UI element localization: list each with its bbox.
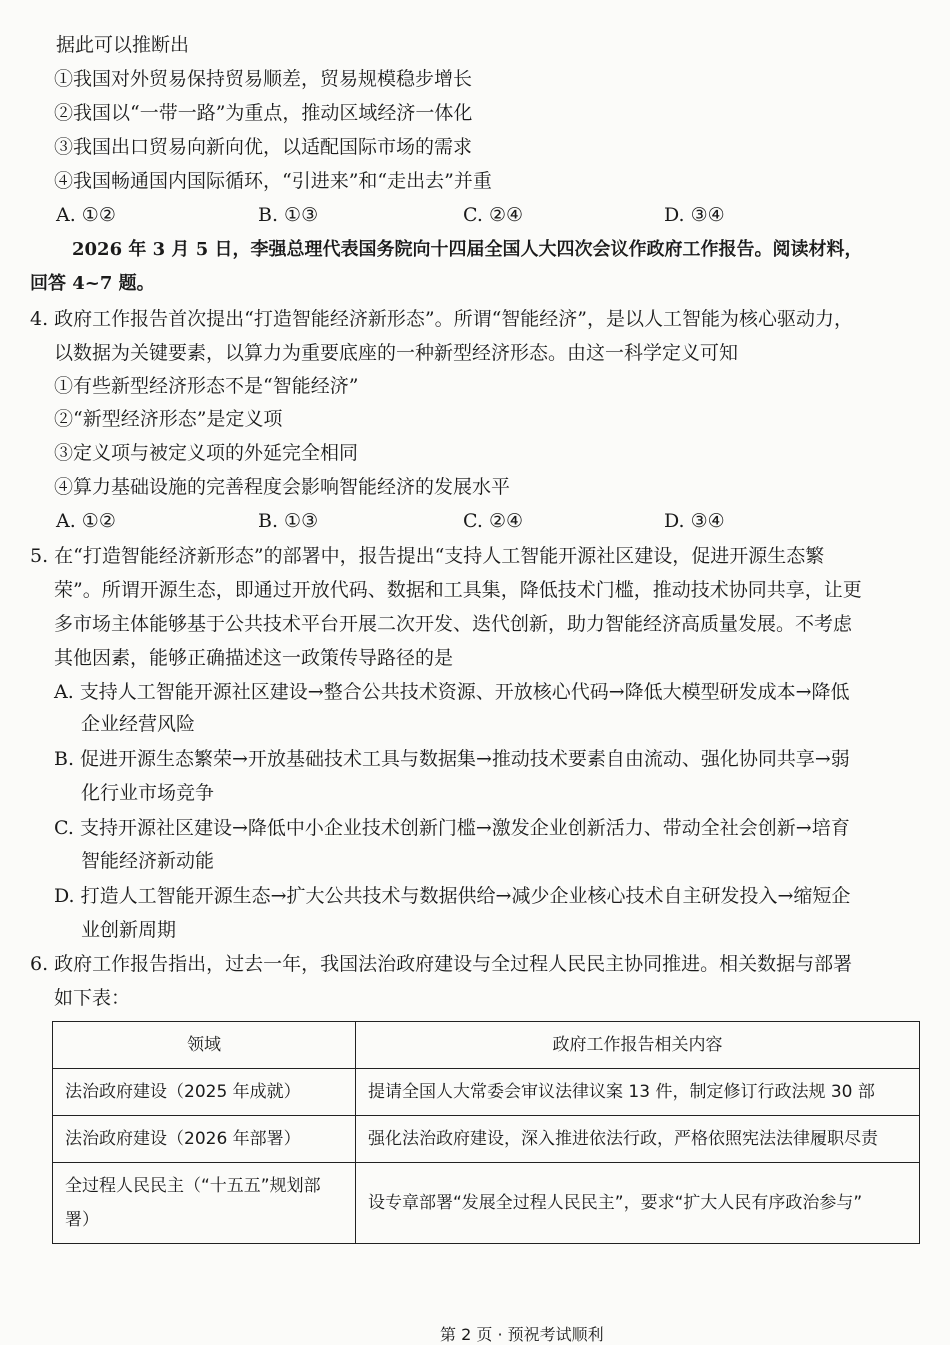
q4-item: ③定义项与被定义项的外延完全相同 [54, 442, 359, 464]
table-cell: 提请全国人大常委会审议法律议案 13 件，制定修订行政法规 30 部 [356, 1069, 920, 1116]
q5-stem: 其他因素，能够正确描述这一政策传导路径的是 [54, 647, 454, 669]
option-c: C. ②④ [463, 510, 524, 532]
q4-stem: 以数据为关键要素，以算力为重要底座的一种新型经济形态。由这一科学定义可知 [54, 342, 739, 364]
q5-option-b: B. 促进开源生态繁荣→开放基础技术工具与数据集→推动技术要素自由流动、强化协同共享→弱 [54, 748, 850, 770]
table-cell: 法治政府建设（2025 年成就） [53, 1069, 356, 1116]
passage-line: 2026 年 3 月 5 日，李强总理代表国务院向十四届全国人大四次会议作政府工作报告。阅读材料， [72, 239, 863, 260]
q4-options [0, 508, 950, 534]
q4-item: ②“新型经济形态”是定义项 [54, 408, 283, 430]
q5-option-c: C. 支持开源社区建设→降低中小企业技术创新门槛→激发企业创新活力、带动全社会创新→培育 [54, 817, 850, 839]
table-row [53, 1163, 920, 1244]
q3-item: ①我国对外贸易保持贸易顺差，贸易规模稳步增长 [54, 68, 473, 90]
table-cell: 强化法治政府建设，深入推进依法行政，严格依照宪法法律履职尽责 [356, 1116, 920, 1163]
q5-option-c-cont: 智能经济新动能 [81, 850, 215, 872]
q4-item: ①有些新型经济形态不是“智能经济” [54, 375, 359, 397]
q4-item: ④算力基础设施的完善程度会影响智能经济的发展水平 [54, 476, 511, 498]
table-header: 领域 [53, 1022, 356, 1069]
q5-option-b-cont: 化行业市场竞争 [81, 782, 215, 804]
option-b: B. ①③ [258, 510, 319, 532]
q4-stem: 4. 政府工作报告首次提出“打造智能经济新形态”。所谓“智能经济”，是以人工智能为核心驱动力， [30, 308, 854, 330]
q3-options [0, 202, 950, 228]
passage-line: 回答 4~7 题。 [30, 273, 155, 294]
q5-stem: 5. 在“打造智能经济新形态”的部署中，报告提出“支持人工智能开源社区建设，促进开源生态繁 [30, 545, 825, 567]
option-c: C. ②④ [463, 204, 524, 226]
q3-item: ③我国出口贸易向新向优，以适配国际市场的需求 [54, 136, 473, 158]
q5-stem: 多市场主体能够基于公共技术平台开展二次开发、迭代创新，助力智能经济高质量发展。不考虑 [54, 613, 853, 635]
q5-option-d-cont: 业创新周期 [81, 919, 177, 941]
option-d: D. ③④ [664, 204, 725, 226]
q5-option-d: D. 打造人工智能开源生态→扩大公共技术与数据供给→减少企业核心技术自主研发投入→缩短企 [54, 885, 851, 907]
q6-stem: 如下表： [54, 987, 131, 1009]
page-footer: 第 2 页 · 预祝考试顺利 [440, 1325, 604, 1344]
q6-stem: 6. 政府工作报告指出，过去一年，我国法治政府建设与全过程人民民主协同推进。相关数据与部署 [30, 953, 853, 975]
q5-option-a: A. 支持人工智能开源社区建设→整合公共技术资源、开放核心代码→降低大模型研发成本→降低 [54, 681, 850, 703]
option-b: B. ①③ [258, 204, 319, 226]
q3-intro: 据此可以推断出 [56, 34, 190, 56]
table-cell: 设专章部署“发展全过程人民民主”，要求“扩大人民有序政治参与” [356, 1163, 920, 1244]
table-cell: 全过程人民民主（“十五五”规划部署） [53, 1163, 356, 1244]
option-d: D. ③④ [664, 510, 725, 532]
table-cell: 法治政府建设（2026 年部署） [53, 1116, 356, 1163]
q3-item: ④我国畅通国内国际循环，“引进来”和“走出去”并重 [54, 170, 492, 192]
q5-option-a-cont: 企业经营风险 [81, 713, 196, 735]
table-row [53, 1116, 920, 1163]
table-row [53, 1069, 920, 1116]
table-header-row [53, 1022, 920, 1069]
q5-stem: 荣”。所谓开源生态，即通过开放代码、数据和工具集，降低技术门槛，推动技术协同共享，让更 [54, 579, 862, 601]
q3-item: ②我国以“一带一路”为重点，推动区域经济一体化 [54, 102, 473, 124]
option-a: A. ①② [56, 204, 116, 226]
option-a: A. ①② [56, 510, 116, 532]
data-table [52, 1021, 920, 1244]
table-header: 政府工作报告相关内容 [356, 1022, 920, 1069]
